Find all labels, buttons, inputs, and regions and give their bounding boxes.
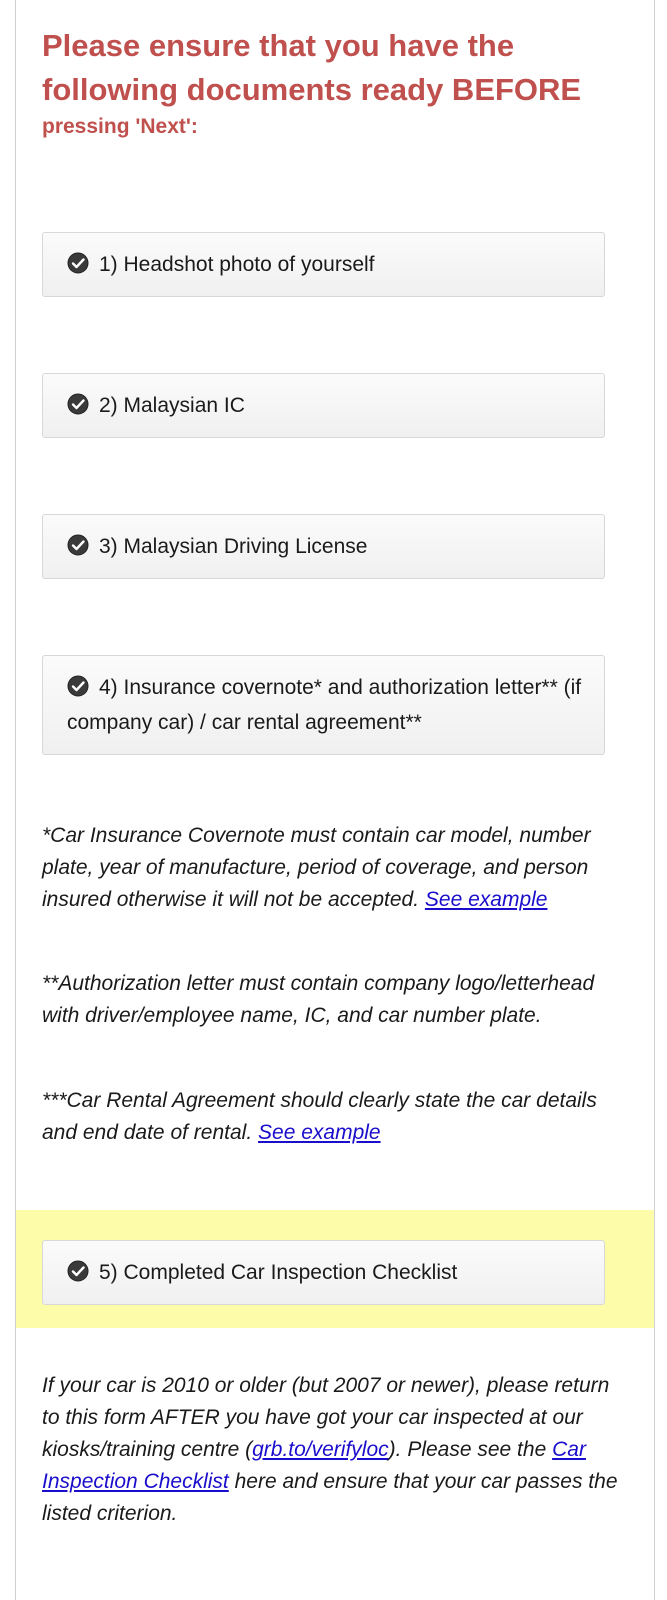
rental-note-text: ***Car Rental Agreement should clearly state the car details and end date of rental.	[42, 1089, 597, 1144]
rental-see-example-link[interactable]: See example	[258, 1121, 381, 1144]
inspection-note-text: here and ensure that your car passes the listed criterion.	[42, 1470, 618, 1525]
document-item-driving-license[interactable]	[42, 514, 605, 579]
inspection-note-text: ). Please see the	[388, 1438, 553, 1461]
document-item-label: 1) Headshot photo of yourself	[99, 253, 375, 276]
verifyloc-link[interactable]: grb.to/verifyloc	[252, 1438, 389, 1461]
checkbox-checked-icon[interactable]	[67, 393, 89, 415]
inspection-note-text: If your car is 2010 or older (but 2007 or newer), please return to this form AFTER you have got your car inspected at our kiosks/training centre (	[42, 1374, 610, 1461]
inspection-note	[42, 1370, 622, 1530]
insurance-see-example-link[interactable]: See example	[424, 888, 548, 911]
car-inspection-checklist-link[interactable]: Car Inspection Checklist	[42, 1438, 586, 1493]
document-item-label: 5) Completed Car Inspection Checklist	[99, 1261, 458, 1284]
document-item-inspection-checklist[interactable]	[42, 1240, 605, 1305]
page-title: Please ensure that you have the following documents ready BEFORE	[42, 28, 582, 107]
insurance-note	[42, 820, 622, 916]
checkbox-checked-icon[interactable]	[67, 252, 89, 274]
checkbox-checked-icon[interactable]	[67, 1260, 89, 1282]
document-item-label: 3) Malaysian Driving License	[99, 535, 368, 558]
document-item-insurance[interactable]	[42, 655, 605, 755]
document-item-ic[interactable]	[42, 373, 605, 438]
page-subtitle: pressing 'Next':	[42, 115, 198, 138]
authorization-note: **Authorization letter must contain company logo/letterhead with driver/employee name, IC, and car number plate.	[42, 972, 595, 1027]
checkbox-checked-icon[interactable]	[67, 675, 89, 697]
document-item-label: 2) Malaysian IC	[99, 394, 245, 417]
document-item-label: 4) Insurance covernote* and authorization letter** (if company car) / car rental agreement**	[67, 676, 582, 734]
document-item-headshot[interactable]	[42, 232, 605, 297]
checkbox-checked-icon[interactable]	[67, 534, 89, 556]
insurance-note-text: *Car Insurance Covernote must contain car model, number plate, year of manufacture, period of coverage, and person insured otherwise it will not be accepted.	[42, 824, 591, 911]
rental-note	[42, 1085, 622, 1149]
